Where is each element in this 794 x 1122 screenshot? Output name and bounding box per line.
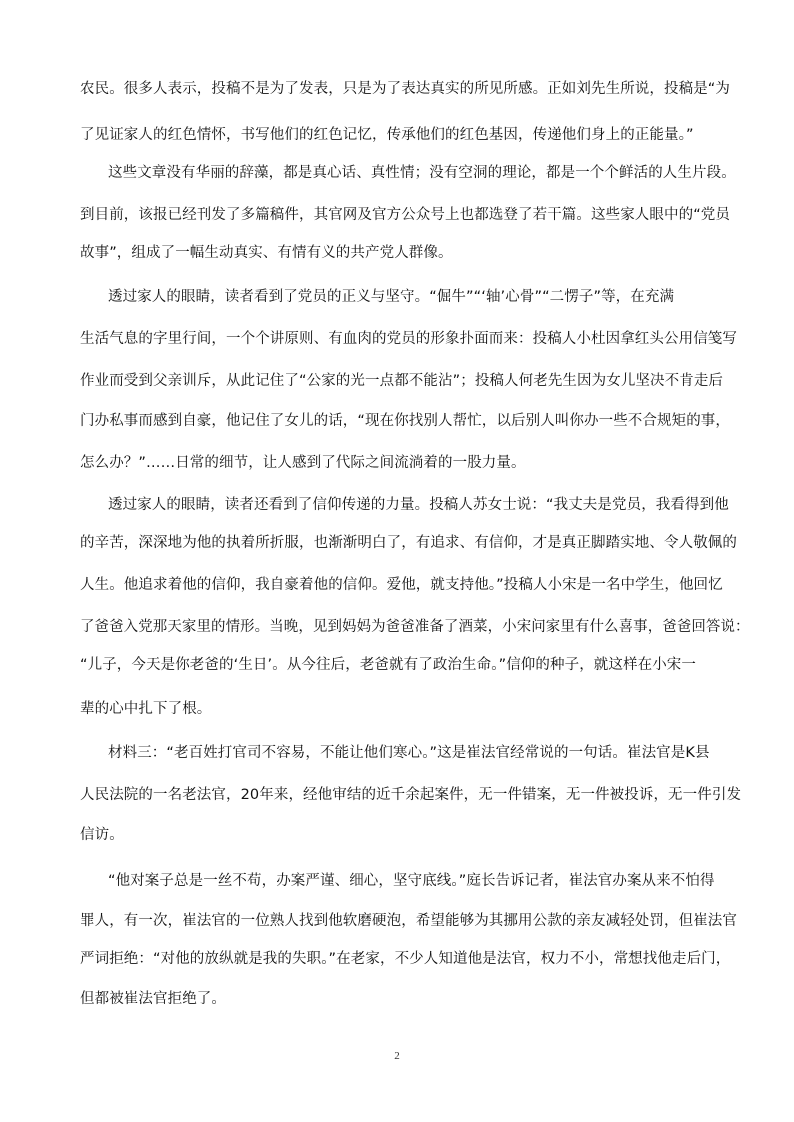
text-line: 辈的心中扎下了根。 <box>80 701 212 717</box>
text-line: 但都被崔法官拒绝了。 <box>80 991 226 1007</box>
text-line: 生活气息的字里行间，一个个讲原则、有血肉的党员的形象扑面而来：投稿人小杜因拿红头公用信笺写 <box>80 331 737 347</box>
text-line: 作业而受到父亲训斥，从此记住了“公家的光一点都不能沾”；投稿人何老先生因为女儿坚决不肯走后 <box>80 373 724 389</box>
text-line: 透过家人的眼睛，读者还看到了信仰传递的力量。投稿人苏女士说：“我丈夫是党员，我看得到他 <box>108 497 729 513</box>
text-line: “儿子，今天是你老爸的‘生日’。从今往后，老爸就有了政治生命。”信仰的种子，就这样在小宋一 <box>80 657 696 673</box>
text-line: 材料三：“老百姓打官司不容易，不能让他们寒心。”这是崔法官经常说的一句话。崔法官是K县 <box>108 745 710 761</box>
text-line: 农民。很多人表示，投稿不是为了发表，只是为了表达真实的所见所感。正如刘先生所说，投稿是“为 <box>80 81 731 97</box>
text-line: 信访。 <box>80 827 124 843</box>
page-number: 2 <box>394 1050 400 1062</box>
text-line: 了爸爸入党那天家里的情形。当晚，见到妈妈为爸爸准备了酒菜，小宋问家里有什么喜事，爸爸回答说： <box>80 619 750 635</box>
text-line: 透过家人的眼睛，读者看到了党员的正义与坚守。“倔牛”“‘轴’心骨”“二愣子”等，在充满 <box>108 289 675 305</box>
text-line: 故事”，组成了一幅生动真实、有情有义的共产党人群像。 <box>80 245 453 261</box>
text-line: 到目前，该报已经刊发了多篇稿件，其官网及官方公众号上也都选登了若干篇。这些家人眼中的“党员 <box>80 207 731 223</box>
text-line: 怎么办？”……日常的细节，让人感到了代际之间流淌着的一股力量。 <box>80 455 526 471</box>
text-line: 严词拒绝：“对他的放纵就是我的失职。”在老家，不少人知道他是法官，权力不小，常想找他走后门， <box>80 951 731 967</box>
text-line: 的辛苦，深深地为他的执着所折服，也渐渐明白了，有追求、有信仰，才是真正脚踏实地、令人敬佩的 <box>80 535 737 551</box>
text-line: 这些文章没有华丽的辞藻，都是真心话、真性情；没有空洞的理论，都是一个个鲜活的人生片段。 <box>108 165 736 181</box>
text-line: 了见证家人的红色情怀，书写他们的红色记忆，传承他们的红色基因，传递他们身上的正能量。” <box>80 127 694 143</box>
text-line: 人生。他追求着他的信仰，我自豪着他的信仰。爱他，就支持他。”投稿人小宋是一名中学生，他回忆 <box>80 577 723 593</box>
text-line: 人民法院的一名老法官，20年来，经他审结的近千余起案件，无一件错案，无一件被投诉，无一件引发 <box>80 787 742 803</box>
text-line: “他对案子总是一丝不苟，办案严谨、细心，坚守底线。”庭长告诉记者，崔法官办案从来不怕得 <box>108 873 715 889</box>
text-line: 门办私事而感到自豪，他记住了女儿的话，“现在你找别人帮忙，以后别人叫你办一些不合规矩的事， <box>80 413 731 429</box>
text-line: 罪人，有一次，崔法官的一位熟人找到他软磨硬泡，希望能够为其挪用公款的亲友减轻处罚，但崔法官 <box>80 913 737 929</box>
